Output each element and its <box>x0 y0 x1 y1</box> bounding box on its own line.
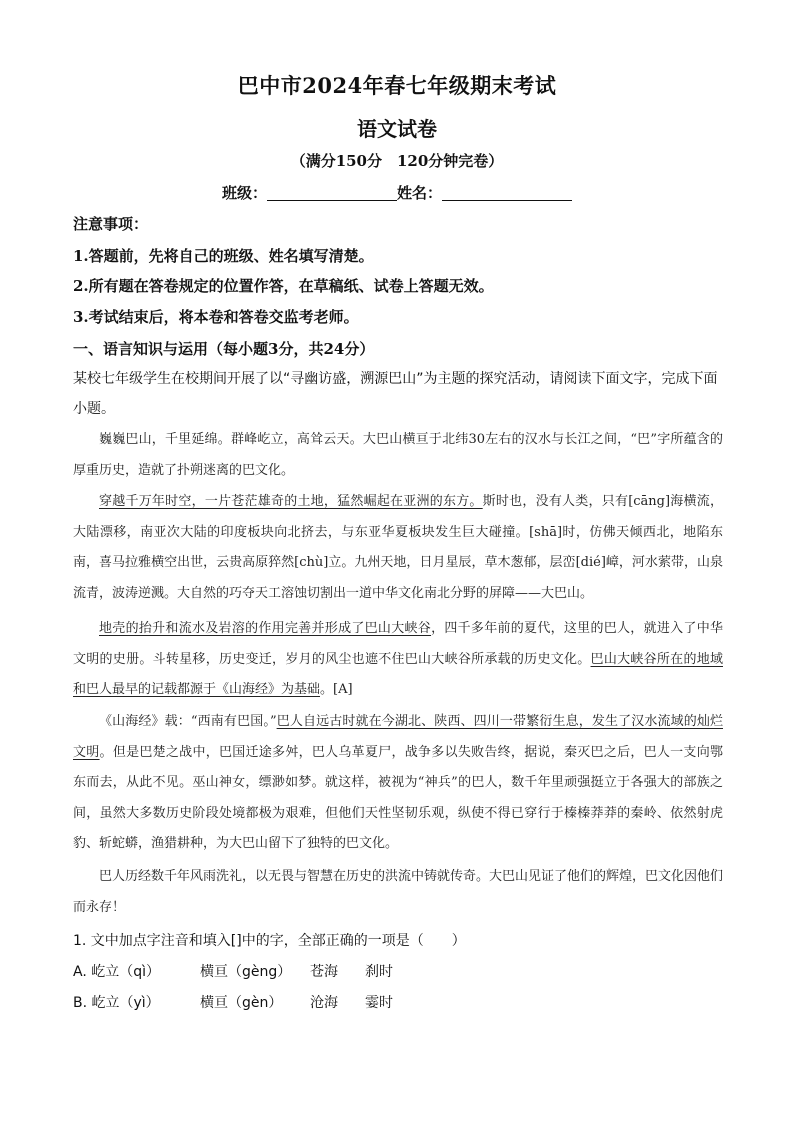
passage-paragraph-4 <box>73 707 723 860</box>
option-b-b: 横亘（gèn） <box>200 995 283 1011</box>
option-b[interactable] <box>73 992 393 1012</box>
paper-subtitle: 语文试卷 <box>357 117 437 141</box>
underlined-sentence-2: 地壳的抬升和流水及岩溶的作用完善并形成了巴山大峡谷 <box>99 621 432 636</box>
note-item-2: 2.所有题在答卷规定的位置作答，在草稿纸、试卷上答题无效。 <box>73 277 494 295</box>
name-blank[interactable] <box>442 186 572 201</box>
underlined-sentence-3: 巴山大峡谷所在的地域和巴人最早的记载都源于《山海经》为基础 <box>73 651 723 697</box>
option-a-label: A. 屹立（qì） <box>73 964 161 980</box>
option-a-d: 刹时 <box>365 964 393 980</box>
option-b-label: B. 屹立（yì） <box>73 995 160 1011</box>
question-1-stem: 1. 文中加点字注音和填入[]中的字，全部正确的一项是（ ） <box>73 933 466 949</box>
paragraph-2-text: 斯时也，没有人类，只有[cāng]海横流，大陆漂移，南亚次大陆的印度板块向北挤去，与东亚华夏板块发生巨大碰撞。[shā]时，仿佛天倾西北，地陷东南，喜马拉雅横空出世，云贵高原猝然[chù]立。九州天地，日月星辰，草木葱郁，层峦[dié]嶂，河水萦带，山泉流青，波涛逆溅。大自然的巧夺天工溶蚀切割出一道中华文化南北分野的屏障——大巴山。 <box>73 494 723 601</box>
exam-title: 巴中市2024年春七年级期末考试 <box>237 73 557 98</box>
passage-paragraph-5: 巴人历经数千年风雨洗礼，以无畏与智慧在历史的洪流中铸就传奇。大巴山见证了他们的辉煌，巴文化因他们而永存！ <box>73 869 724 915</box>
underlined-sentence-4: 巴人自远古时就在今湖北、陕西、四川一带繁衍生息，发生了汉水流域的灿烂文明 <box>73 714 723 760</box>
name-label: 姓名： <box>397 184 443 202</box>
passage-paragraph-1: 巍巍巴山，千里延绵。群峰屹立，高耸云天。大巴山横亘于北纬30左右的汉水与长江之间，“巴”字所蕴含的厚重历史，造就了扑朔迷离的巴文化。 <box>73 432 723 478</box>
notes-heading: 注意事项： <box>73 215 149 233</box>
note-item-3: 3.考试结束后，将本卷和答卷交监考老师。 <box>73 308 359 326</box>
note-item-1: 1.答题前，先将自己的班级、姓名填写清楚。 <box>73 247 374 265</box>
class-blank[interactable] <box>267 186 397 201</box>
section-heading: 一、语言知识与运用（每小题3分，共24分） <box>73 340 375 358</box>
score-time-note: （满分150分 120分钟完卷） <box>290 152 504 170</box>
passage-paragraph-2 <box>73 487 723 609</box>
paragraph-3-text: ，四千多年前的夏代，这里的巴人，就进入了中华文明的史册。斗转星移，历史变迁，岁月的风尘也遮不住巴山大峡谷所承载的历史文化。 <box>73 621 723 667</box>
passage-paragraph-3 <box>73 614 723 706</box>
option-b-d: 霎时 <box>365 995 393 1011</box>
student-info-line <box>0 182 794 203</box>
option-a[interactable] <box>73 961 393 981</box>
option-a-c: 苍海 <box>310 964 338 980</box>
paragraph-3-end: 。[A] <box>320 682 353 697</box>
class-label: 班级： <box>221 184 267 202</box>
section-intro: 某校七年级学生在校期间开展了以“寻幽访盛，溯源巴山”为主题的探究活动，请阅读下面文字，完成下面小题。 <box>73 371 718 417</box>
paragraph-4-text: 。但是巴楚之战中，巴国迁途多舛，巴人乌革夏尸，战争多以失败告终，据说，秦灭巴之后，巴人一支向鄂东而去，从此不见。巫山神女，缥渺如梦。就这样，被视为“神兵”的巴人，数千年里顽强挺立于各强大的部族之间，虽然大多数历史阶段处境都极为艰难，但他们天性坚韧乐观，纵使不得已穿行于榛榛莽莽的秦岭、依然射虎豹、斩蛇蟒，渔猎耕种，为大巴山留下了独特的巴文化。 <box>73 744 723 851</box>
option-a-b: 横亘（gèng） <box>200 964 292 980</box>
paragraph-4-start: 《山海经》载：“西南有巴国。” <box>99 714 277 729</box>
option-b-c: 沧海 <box>310 995 338 1011</box>
underlined-sentence-1: 穿越千万年时空，一片苍茫雄奇的土地，猛然崛起在亚洲的东方。 <box>99 494 483 509</box>
